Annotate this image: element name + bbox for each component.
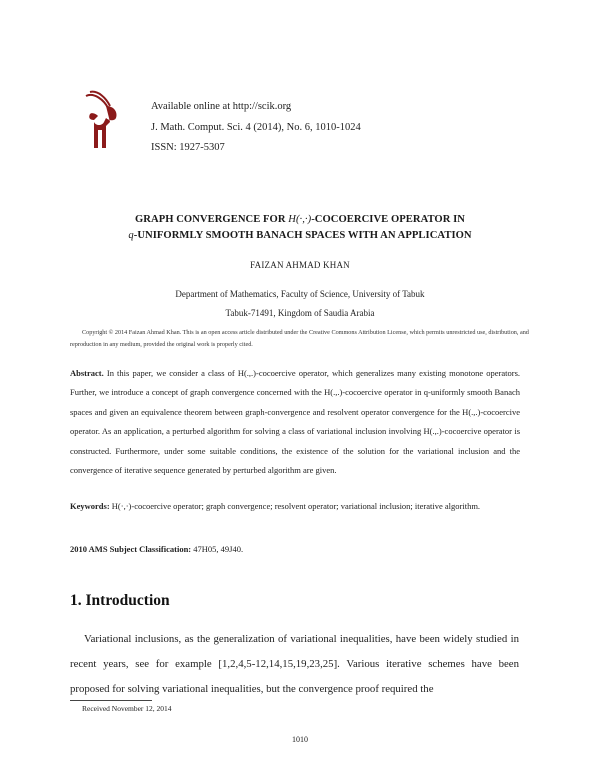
availability-link[interactable]: Available online at http://scik.org	[151, 101, 292, 112]
title-line2-suffix: -UNIFORMLY SMOOTH BANACH SPACES WITH AN APPLICATION	[133, 230, 472, 241]
journal-logo-gazelle-icon	[84, 90, 120, 150]
issn: ISSN: 1927-5307	[151, 142, 225, 153]
footnote: Received November 12, 2014	[82, 704, 172, 713]
title-line1-prefix: GRAPH CONVERGENCE FOR	[135, 214, 286, 225]
keywords-label: Keywords:	[70, 501, 110, 511]
ams-label: 2010 AMS Subject Classification:	[70, 544, 192, 554]
paper-title	[60, 212, 540, 244]
keywords-text: H(·,·)-cocoercive operator; graph convergence; resolvent operator; variational inclusion; iterative algorithm.	[111, 501, 481, 511]
journal-header	[151, 97, 361, 159]
title-line1-math: H(·,·)	[288, 214, 312, 225]
abstract-label: Abstract.	[70, 368, 104, 378]
ams-text: 47H05, 49J40.	[193, 544, 244, 554]
keywords	[70, 497, 520, 516]
author-name: FAIZAN AHMAD KHAN	[250, 260, 350, 270]
intro-paragraph: Variational inclusions, as the generalization of variational inequalities, have been widely studied in recent years, see for example [1,2,4,5-12,14,15,19,23,25]. Various iterative schemes have been proposed for solving variational inequalities, but the convergence proof required the	[70, 633, 519, 695]
affiliation	[0, 285, 600, 323]
copyright-notice: Copyright © 2014 Faizan Ahmad Khan. This is an open access article distributed under the Creative Commons Attribution License, which permits unrestricted use, distribution, and reproduction in any medium, provided the original work is properly cited.	[70, 329, 529, 348]
abstract-text: In this paper, we consider a class of H(.,.)-cocoercive operator, which generalizes many existing monotone operators. Further, we introduce a concept of graph convergence concerned with the H(.,.)-cocoercive operator in q-uniformly smooth Banach spaces and given an equivalence theorem between graph-convergence and resolvent operator convergence for the H(.,.)-cocoercive operator. As an application, a perturbed algorithm for solving a class of variational inclusion involving H(.,.)-cocoercive operator is constructed. Furthermore, under some suitable conditions, the existence of the solution for the variational inclusion and the convergence of iterative sequence generated by perturbed algorithm are given.	[70, 368, 521, 476]
journal-citation: J. Math. Comput. Sci. 4 (2014), No. 6, 1010-1024	[151, 121, 361, 133]
ams-classification	[70, 542, 520, 556]
affiliation-line2: Tabuk-71491, Kingdom of Saudia Arabia	[225, 308, 375, 318]
page-number: 1010	[292, 735, 308, 744]
section-heading: 1. Introduction	[70, 592, 170, 609]
title-line2-math: q	[128, 230, 134, 241]
footnote-divider	[70, 700, 152, 701]
title-line1-suffix: -COCOERCIVE OPERATOR IN	[311, 214, 465, 225]
abstract	[70, 364, 520, 480]
affiliation-line1: Department of Mathematics, Faculty of Science, University of Tabuk	[175, 289, 425, 299]
